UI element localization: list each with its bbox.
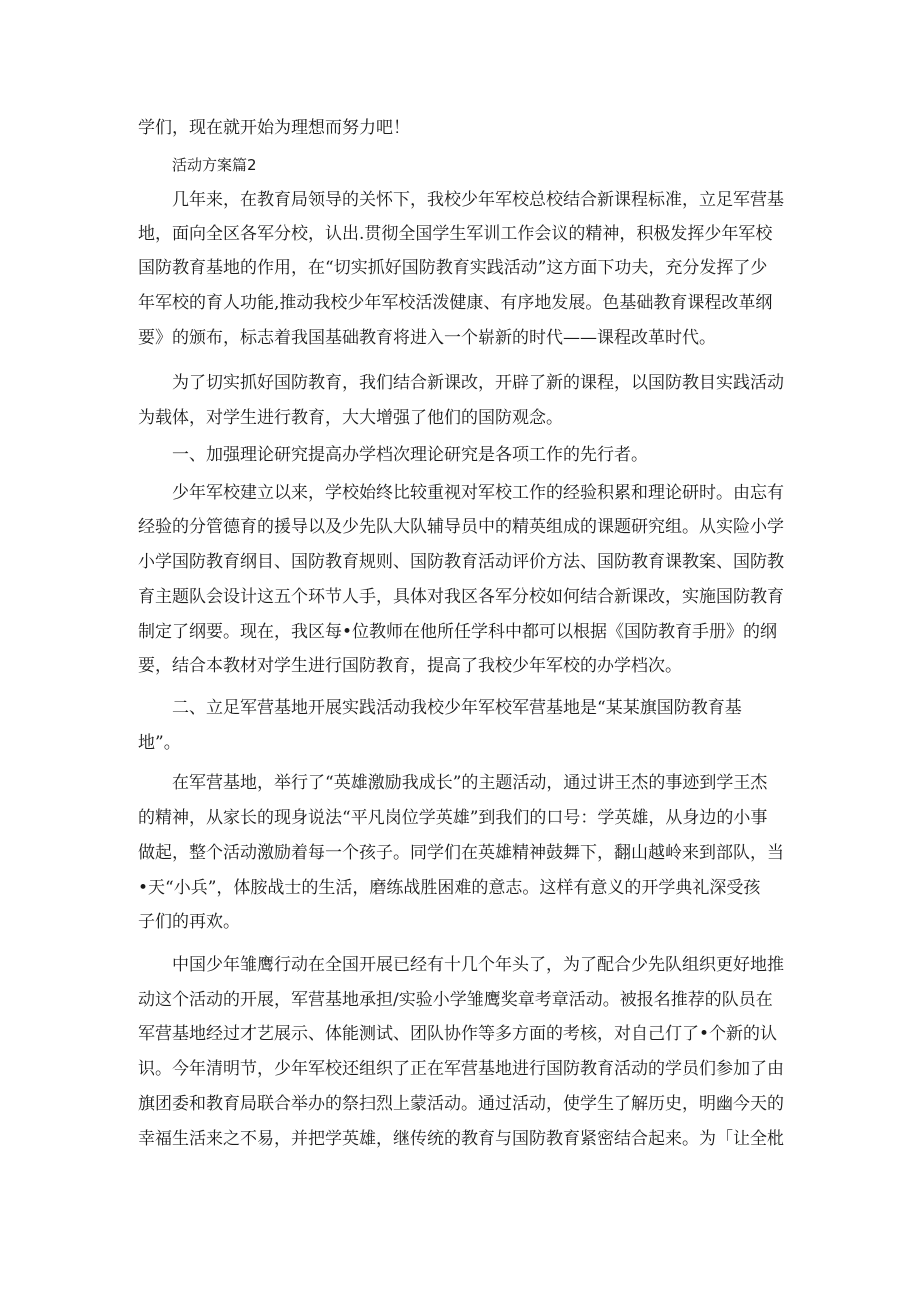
text-line: 动这个活动的开展，军营基地承担/实验小学雏鹰奖章考章活动。被报名推荐的队员在	[138, 990, 773, 1010]
text-line: 国防教育基地的作用，在“切实抓好国防教育实践活动”这方面下功夫，充分发挥了少	[138, 258, 768, 278]
text-line: 子们的再欢。	[138, 912, 240, 932]
text-line: 学们，现在就开始为理想而努力吧！	[138, 118, 410, 138]
section-heading: 活动方案篇2	[172, 156, 257, 174]
text-line: 要》的颁布，标志着我国基础教育将进入一个崭新的时代——课程改革时代。	[138, 328, 716, 348]
text-line: 在军营基地，举行了“英雄激励我成长”的主题活动，通过讲王杰的事迹到学王杰	[172, 773, 768, 793]
text-line: 识。今年清明节，少年军校还组织了正在军营基地进行国防教育活动的学员们参加了由	[138, 1059, 784, 1079]
text-line: 为载体，对学生进行教育，大大增强了他们的国防观念。	[138, 408, 563, 428]
text-line: 制定了纲要。现在，我区每•位教师在他所任学科中都可以根据《国防教育手册》的纲	[138, 622, 778, 642]
text-line: 中国少年雏鹰行动在全国开展已经有十几个年头了，为了配合少先队组织更好地推	[172, 955, 784, 975]
text-line: 军营基地经过才艺展示、体能测试、团队协作等多方面的考核，对自己仃了•个新的认	[138, 1024, 778, 1044]
text-line: 育主题队会设计这五个环节人手，具体对我区各军分校如何结合新课改，实施国防教育	[138, 587, 784, 607]
text-line: 旗团委和教育局联合举办的祭扫烈上蒙活动。通过活动，使学生了解历史，明幽今天的	[138, 1094, 784, 1114]
text-line: 经验的分管德育的援导以及少先队大队辅导员中的精英组成的课题研究组。从实险小学	[138, 517, 784, 537]
text-line: 做起，整个活动激励着每一个孩子。同学们在英雄精神鼓舞下，翻山越岭来到部队，当	[138, 843, 784, 863]
text-line: 小学国防教育纲目、国防教育规则、国防教育活动评价方法、国防教育课教案、国防教	[138, 552, 784, 572]
text-line: 二、立足军营基地开展实践活动我校少年军校军营基地是“某某旗国防教育基	[172, 698, 742, 718]
text-line: 幸福生活来之不易，并把学英雄，继传统的教育与国防教育紧密结合起来。为「让全枇	[138, 1129, 784, 1149]
text-line: 为了切实抓好国防教育，我们结合新课改，开辟了新的课程，以国防教目实践活动	[172, 373, 784, 393]
text-line: 要，结合本教材对学生进行国防教育，提高了我校少年军校的办学档次。	[138, 656, 682, 676]
text-line: 的精神，从家长的现身说法“平凡岗位学英雄”到我们的口号：学英雄，从身边的小事	[138, 808, 768, 828]
text-line: 年军校的育人功能,推动我校少年军校活泼健康、有序地发展。色基础教育课程改革纲	[138, 293, 773, 313]
text-line: 少年军校建立以来，学校始终比较重视对军校工作的经验积累和理论研时。由忘有	[172, 483, 784, 503]
text-line: 一、加强理论研究提高办学档次理论研究是各项工作的先行者。	[172, 445, 648, 465]
text-line: 地”。	[138, 733, 181, 753]
text-line: •天“小兵”，体胺战士的生活，磨练战胜困难的意志。这样有意义的开学典礼深受孩	[138, 878, 761, 898]
text-line: 几年来，在教育局领导的关怀下，我校少年军校总校结合新课程标准，立足军营基	[172, 190, 784, 210]
text-line: 地，面向全区各军分校，认出.贯彻全国学生军训工作会议的精神，积极发挥少年军校	[138, 224, 773, 244]
